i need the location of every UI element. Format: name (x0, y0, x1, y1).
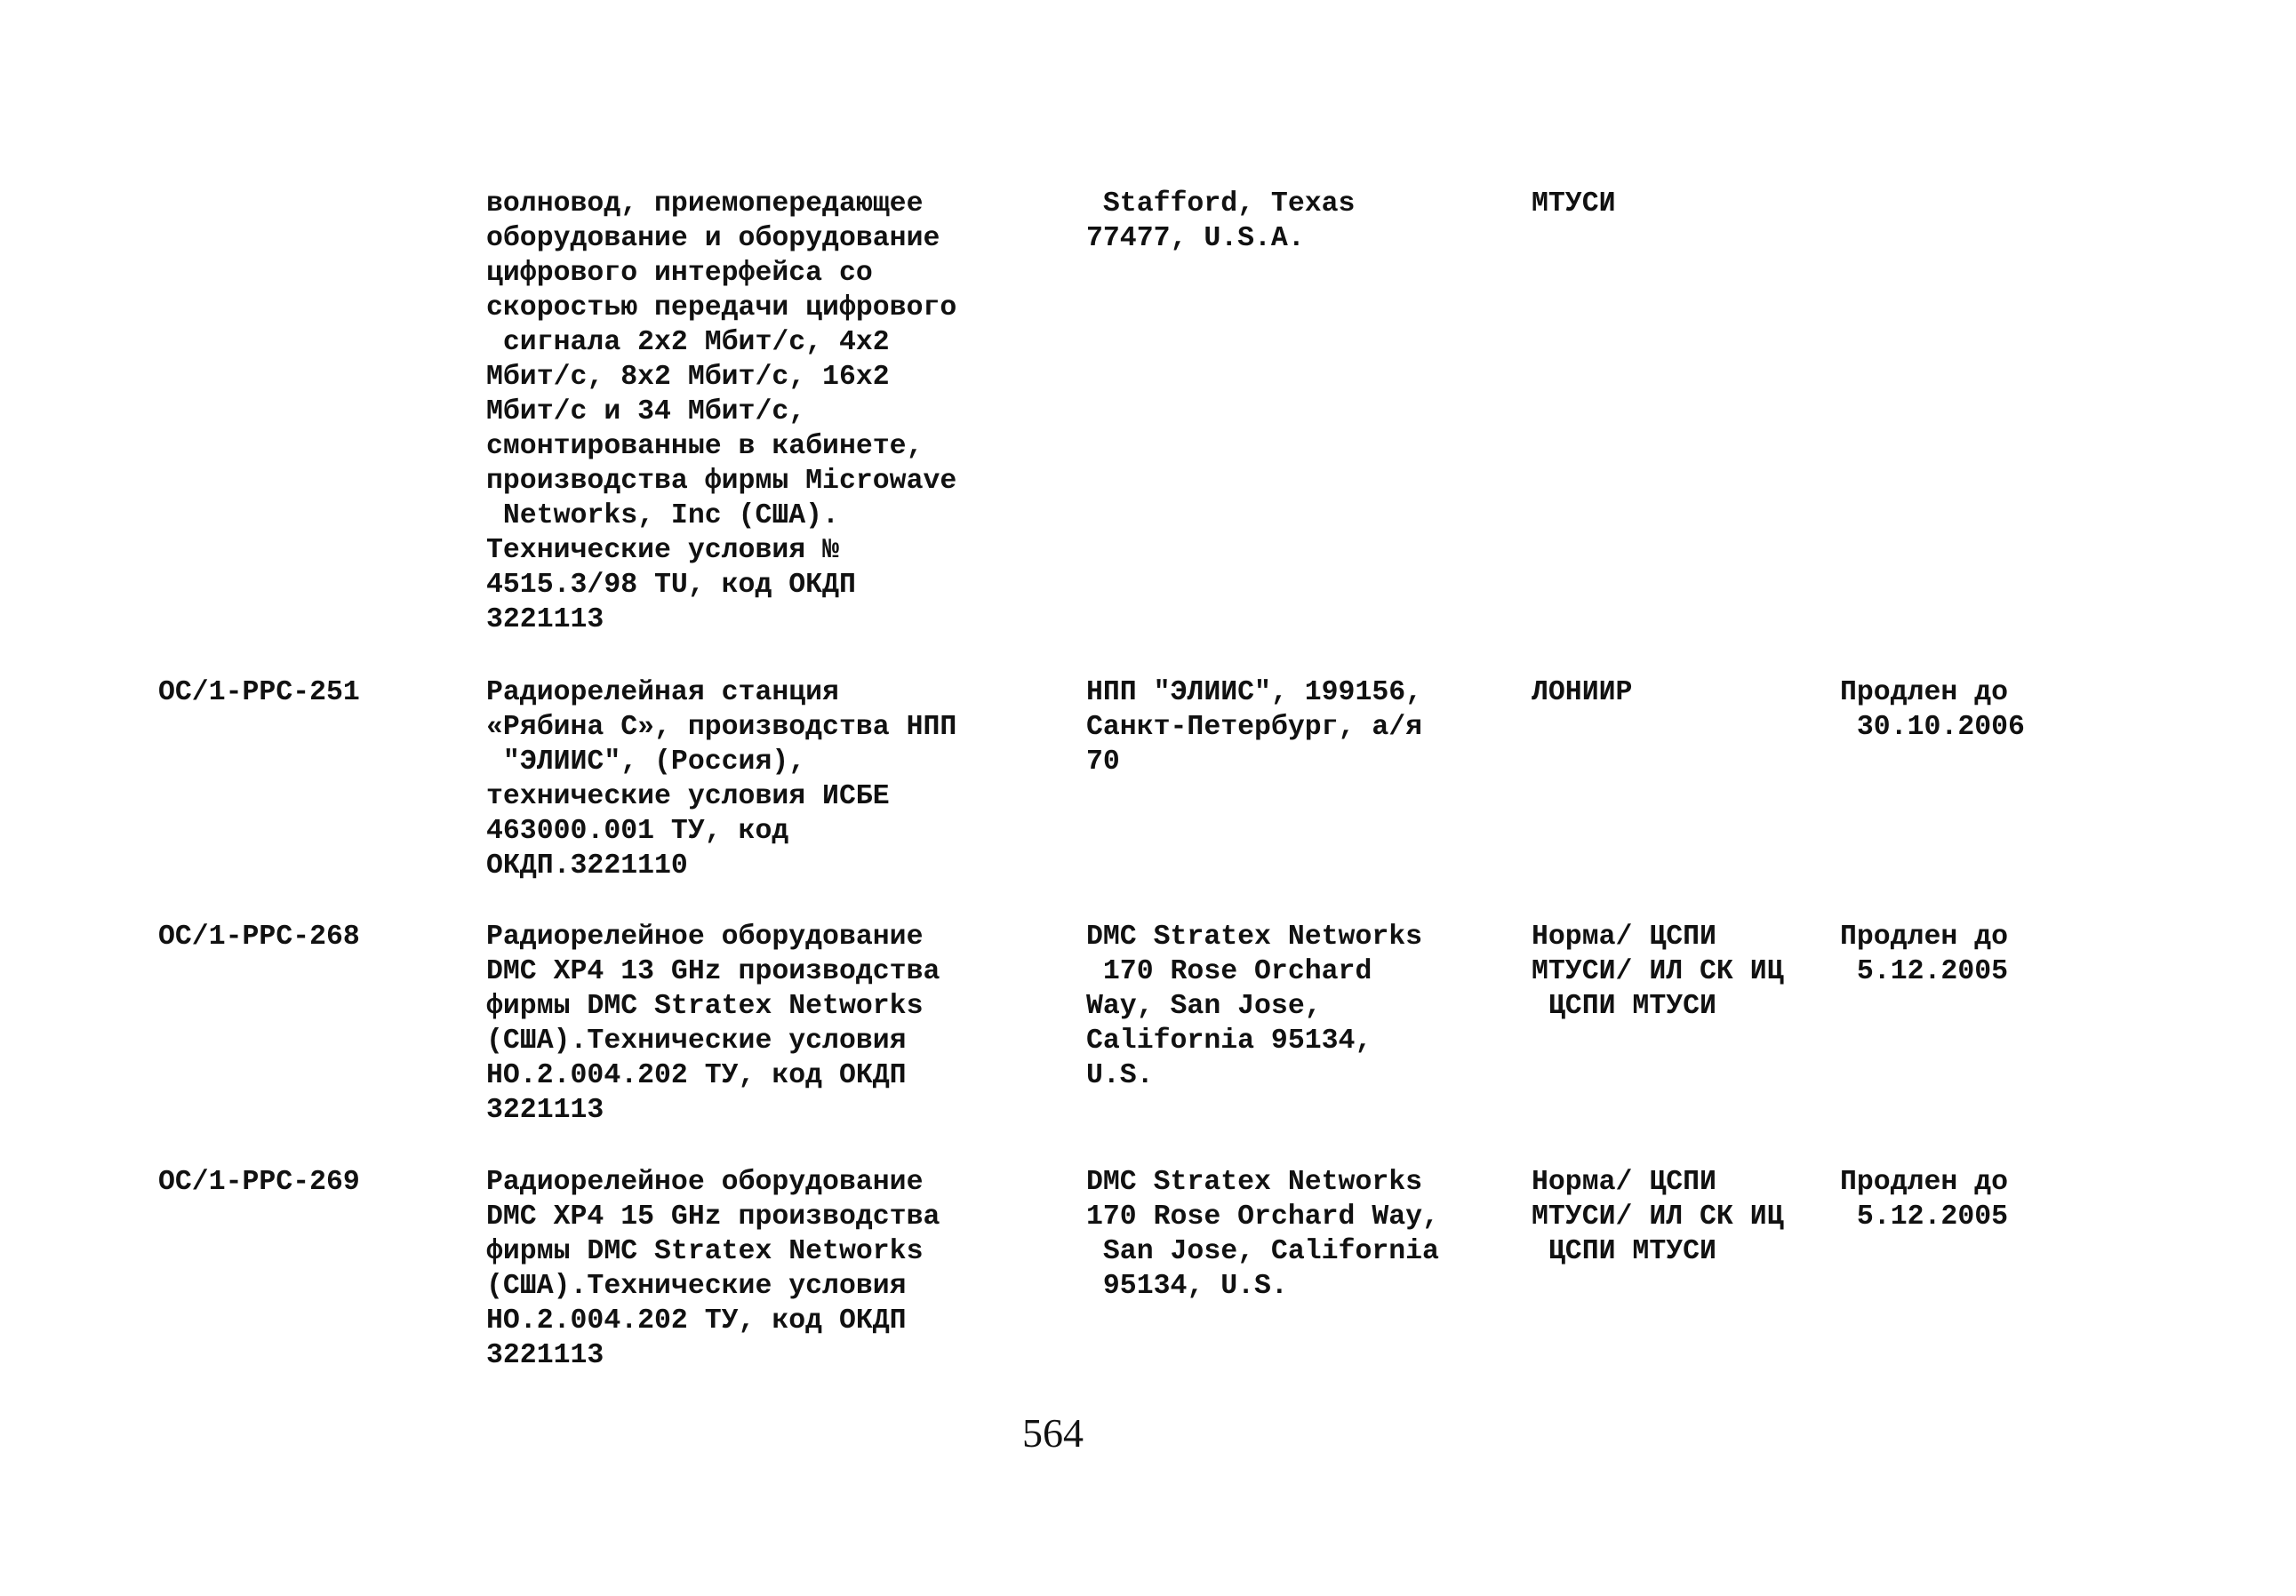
row-lab: Норма/ ЦСПИ МТУСИ/ ИЛ СК ИЦ ЦСПИ МТУСИ (1532, 922, 1784, 1022)
row-lab: МТУСИ (1532, 188, 1616, 219)
row-description: Радиорелейное оборудование DMC XP4 13 GHz производства фирмы DMC Stratex Networks (США).Технические условия НО.2.004.202 ТУ, код ОКДП 3221113 (486, 922, 940, 1126)
row-description: Радиорелейная станция «Рябина С», производства НПП "ЭЛИИС", (Россия), технические условия ИСБЕ 463000.001 ТУ, код ОКДП.3221110 (486, 677, 957, 882)
row-note: Продлен до 30.10.2006 (1840, 677, 2025, 743)
row-cert-number: ОС/1-РРС-268 (158, 922, 360, 953)
row-description: Радиорелейное оборудование DMC XP4 15 GHz производства фирмы DMC Stratex Networks (США).Технические условия НО.2.004.202 ТУ, код ОКДП 3221113 (486, 1167, 940, 1371)
row-lab: ЛОНИИР (1532, 677, 1633, 708)
row-cert-number: ОС/1-РРС-269 (158, 1167, 360, 1198)
row-address: DMC Stratex Networks 170 Rose Orchard Way, San Jose, California 95134, U.S. (1086, 922, 1423, 1091)
row-note: Продлен до 5.12.2005 (1840, 1167, 2009, 1233)
row-address: DMC Stratex Networks 170 Rose Orchard Way, San Jose, California 95134, U.S. (1086, 1167, 1439, 1302)
page-number: 564 (1022, 1410, 1084, 1456)
row-cert-number: ОС/1-РРС-251 (158, 677, 360, 708)
row-lab: Норма/ ЦСПИ МТУСИ/ ИЛ СК ИЦ ЦСПИ МТУСИ (1532, 1167, 1784, 1267)
row-address: НПП "ЭЛИИС", 199156, Санкт-Петербург, а/я 70 (1086, 677, 1423, 778)
row-address: Stafford, Texas 77477, U.S.A. (1086, 188, 1356, 254)
row-note: Продлен до 5.12.2005 (1840, 922, 2009, 987)
row-description: волновод, приемопередающее оборудование и оборудование цифрового интерфейса со скоростью передачи цифрового сигнала 2х2 Мбит/с, 4х2 Мбит/с, 8х2 Мбит/с, 16х2 Мбит/с и 34 Мбит/с, смонтированные в кабинете, производства фирмы Microwave Networks, Inc (США). Технические условия № 4515.3/98 TU, код ОКДП 3221113 (486, 188, 957, 635)
